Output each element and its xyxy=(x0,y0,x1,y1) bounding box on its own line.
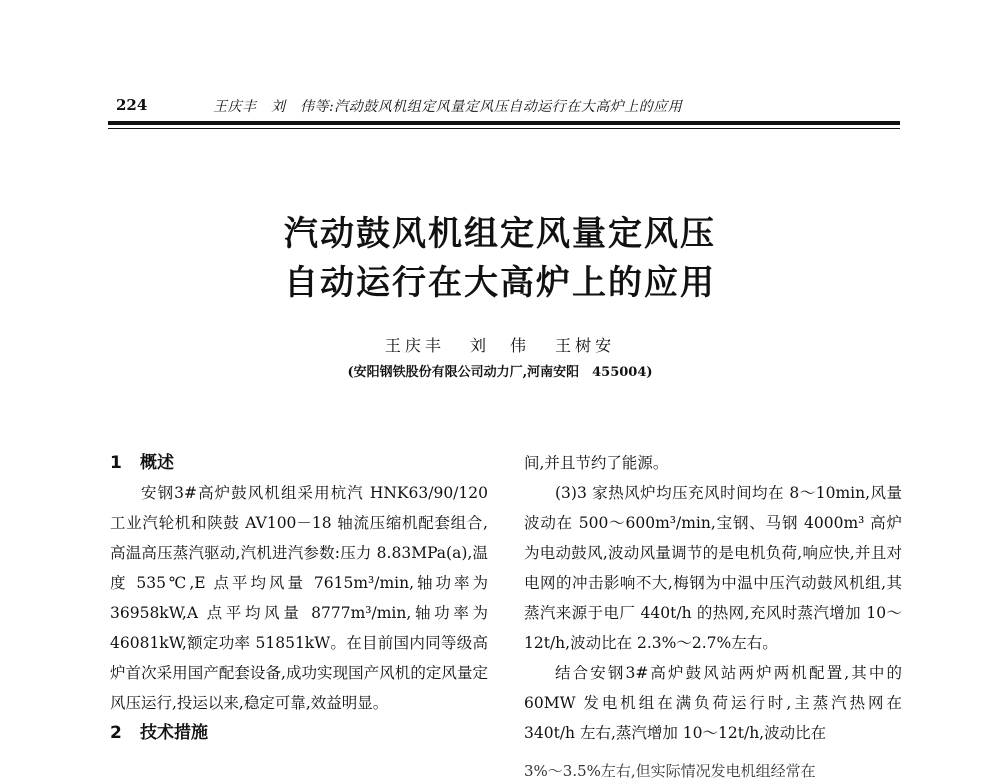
section-title: 概述 xyxy=(140,453,174,473)
header-rule-thin xyxy=(108,128,900,129)
author-name: 王庆丰 xyxy=(384,336,445,355)
cut-off-line: 3%～3.5%左右,但实际情况发电机组经常在 xyxy=(524,762,816,780)
body-paragraph: 间,并且节约了能源。 xyxy=(524,454,669,472)
section-number: 1 xyxy=(110,453,122,473)
page-number: 224 xyxy=(116,96,148,114)
body-paragraph: 安钢3#高炉鼓风机组采用杭汽 HNK63/90/120 工业汽轮机和陕鼓 AV100－18 轴流压缩机配套组合,高温高压蒸汽驱动,汽机进汽参数:压力 8.83MPa(a),温度 535℃,E 点平均风量 7615m³/min,轴功率为 36958kW,A 点平均风量 8777m³/min,轴功率为 46081kW,额定功率 51851kW。在目前国内同等级高炉首次采用国产配套设备,成功实现国产风机的定风量定风压运行,投运以来,稳定可靠,效益明显。 xyxy=(110,484,488,712)
section-heading xyxy=(110,448,488,478)
author-list xyxy=(0,333,1000,356)
article-title-line-2: 自动运行在大高炉上的应用 xyxy=(284,263,716,303)
author-name: 刘 伟 xyxy=(469,336,530,355)
running-title: 王庆丰 刘 伟等:汽动鼓风机组定风量定风压自动运行在大高炉上的应用 xyxy=(213,99,683,115)
section-number: 2 xyxy=(110,723,122,743)
left-column xyxy=(110,448,488,748)
affiliation: (安阳钢铁股份有限公司动力厂,河南安阳 455004) xyxy=(347,365,653,380)
header-rule-thick xyxy=(108,121,900,125)
body-paragraph: 结合安钢3#高炉鼓风站两炉两机配置,其中的60MW 发电机组在满负荷运行时,主蒸汽热网在 340t/h 左右,蒸汽增加 10～12t/h,波动比在 xyxy=(524,664,902,742)
author-name: 王树安 xyxy=(555,336,616,355)
body-paragraph: (3)3 家热风炉均压充风时间均在 8～10min,风量波动在 500～600m³/min,宝钢、马钢 4000m³ 高炉为电动鼓风,波动风量调节的是电机负荷,响应快,并且对电网的冲击影响不大,梅钢为中温中压汽动鼓风机组,其蒸汽来源于电厂 440t/h 的热网,充风时蒸汽增加 10～12t/h,波动比在 2.3%～2.7%左右。 xyxy=(524,484,902,652)
section-heading xyxy=(110,718,488,748)
running-header xyxy=(108,96,900,118)
section-title: 技术措施 xyxy=(140,723,208,743)
article-title-line-1: 汽动鼓风机组定风量定风压 xyxy=(284,214,716,254)
right-column xyxy=(524,448,902,748)
